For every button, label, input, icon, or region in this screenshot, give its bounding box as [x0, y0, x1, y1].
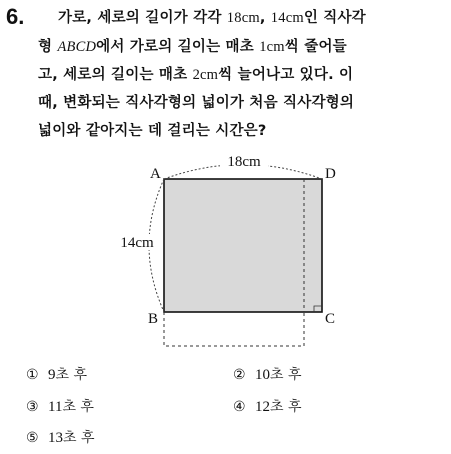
choice-4[interactable]: ④ 12초 후	[233, 399, 302, 415]
vertex-c-label: C	[325, 311, 336, 327]
choice-5-number: ⑤	[26, 430, 39, 446]
question-line-2: 형 ABCD에서 가로의 길이는 매초 1cm씩 줄어들	[38, 39, 347, 55]
choice-4-number: ④	[233, 399, 246, 415]
choice-5[interactable]: ⑤ 13초 후	[26, 430, 95, 446]
problem-number: 6.	[6, 4, 25, 29]
choice-1-number: ①	[26, 367, 39, 383]
question-line-4: 때, 변화되는 직사각형의 넓이가 처음 직사각형의	[38, 95, 355, 111]
top-length-label: 18cm	[227, 154, 261, 170]
choice-3[interactable]: ③ 11초 후	[26, 399, 94, 415]
choice-2[interactable]: ② 10초 후	[233, 367, 302, 383]
choice-1[interactable]: ① 9초 후	[26, 367, 87, 383]
question-line-5: 넓이와 같아지는 데 걸리는 시간은?	[38, 123, 267, 139]
question-line-1: 가로, 세로의 길이가 각각 18cm, 14cm인 직사각	[58, 10, 366, 26]
rectangle-abcd	[164, 179, 322, 312]
question-line-3: 고, 세로의 길이는 매초 2cm씩 늘어나고 있다. 이	[38, 67, 354, 83]
extended-height-dashed-outline	[164, 312, 304, 346]
vertex-b-label: B	[148, 311, 159, 327]
choice-3-number: ③	[26, 399, 39, 415]
choice-2-number: ②	[233, 367, 246, 383]
vertex-d-label: D	[325, 166, 336, 182]
vertex-a-label: A	[150, 166, 161, 182]
rectangle-name: ABCD	[57, 39, 97, 55]
left-length-label: 14cm	[120, 235, 154, 251]
